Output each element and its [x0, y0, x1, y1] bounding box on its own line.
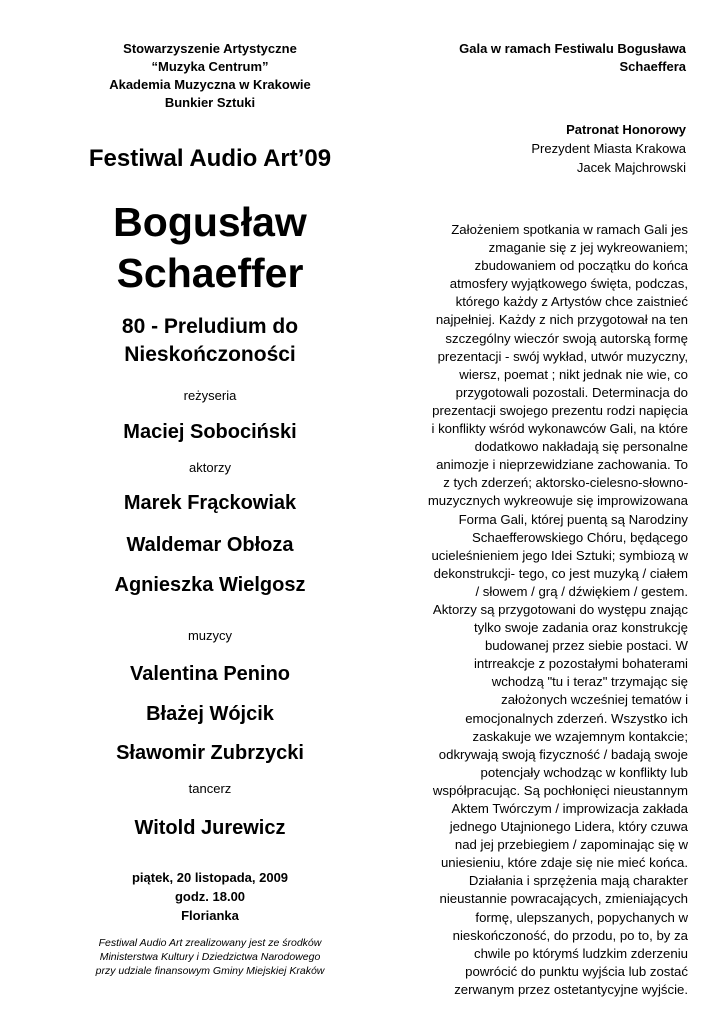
work-title-line: Nieskończoności [124, 343, 296, 366]
description-line: odkrywają swoją fizyczność / badają swoje [438, 746, 688, 762]
organizer-line: Stowarzyszenie Artystyczne [123, 41, 297, 56]
gala-line: Schaeffera [619, 59, 686, 74]
description-line: wchodzą "tu i teraz" trzymając się [491, 674, 688, 690]
description-line: Forma Gali, której puentą są Narodziny [458, 511, 688, 527]
description-line: zmaganie się z jej wykreowaniem; [488, 240, 688, 256]
description-line: zerwanym przez ostetantycyjne wyjście. [454, 981, 688, 997]
musician-name: Błażej Wójcik [146, 703, 274, 725]
direction-label: reżyseria [183, 388, 237, 403]
description-line: atmosfery wyjątkowego święta, podczas, [449, 276, 688, 292]
description-line: założonych wcześniej tematów i [501, 692, 688, 708]
gala-heading [386, 40, 686, 76]
description-line: wiersz, poemat ; nikt jednak nie wie, co [459, 366, 688, 382]
description-line: nad jej przebiegiem / zapominając się w [454, 837, 688, 853]
event-details [30, 868, 390, 925]
description-line: chwile po którymś ludzkim zderzeniu [473, 945, 688, 961]
composer-name [30, 197, 390, 299]
description-line: potencjały wchodząc w konflikty lub [480, 764, 688, 780]
description-line: najpełniej. Każdy z nich przygotował na ten [435, 312, 688, 328]
patron-line: Prezydent Miasta Krakowa [531, 141, 686, 156]
description-line: z tych zderzeń; aktorsko-cielesno-słowno- [443, 475, 688, 491]
description-line: prezentacji swojego prezentu rodzi napięcia [432, 402, 688, 418]
event-date: piątek, 20 listopada, 2009 [131, 870, 289, 885]
description-line: budowanej przez siebie postaci. W [484, 638, 688, 654]
description-line: uniesieniu, które zdaje się nie mieć końca. [440, 855, 688, 871]
sponsor-line: przy udziale finansowym Gminy Miejskiej Kraków [95, 965, 325, 977]
description-line: emocjonalnych zderzeń. Wszystko ich [465, 710, 688, 726]
description-line: przygotowali pozostali. Determinacja do [455, 384, 688, 400]
description-line: formę, ulepszanych, popychanych w [475, 909, 688, 925]
description-line: Aktorzy są przygotowani do występu znając [432, 601, 688, 617]
patron-line: Jacek Majchrowski [576, 160, 686, 175]
organizer-line: “Muzyka Centrum” [151, 59, 269, 74]
musician-name: Valentina Penino [129, 663, 291, 685]
description-line: / słowem / grą / dźwiękiem / gestem. [475, 583, 688, 599]
description-line: i konflikty wśród wykonawców Gali, na które [431, 421, 688, 437]
description-line: dekonstrukcji- tego, co jest muzyką / ciałem [433, 565, 688, 581]
director-name: Maciej Sobociński [123, 421, 297, 443]
actor-name: Waldemar Obłoza [126, 534, 294, 556]
description-line: intrreakcje z pozostałymi bohaterami [473, 656, 688, 672]
dancer-label: tancerz [188, 781, 232, 796]
description-line: szczególny wieczór swoją autorską formę [445, 330, 688, 346]
description-line: Aktem Twórczym / improwizacja zakłada [451, 801, 688, 816]
sponsor-line: Festiwal Audio Art zrealizowany jest ze środków [98, 937, 322, 949]
sponsor-line: Ministerstwa Kultury i Dziedzictwa Narodowego [99, 951, 321, 963]
actors-label: aktorzy [189, 460, 231, 475]
organizers-block [30, 40, 390, 112]
description-line: ucieleśnieniem jego Idei Sztuki; symbiozą w [431, 547, 688, 563]
honorary-patronage [386, 120, 686, 177]
description-line: Założeniem spotkania w ramach Gali jes [451, 222, 688, 237]
festival-title: Festiwal Audio Art’09 [88, 145, 332, 172]
description-line: nieskończoność, do przodu, po to, by za [452, 927, 688, 943]
gala-line: Gala w ramach Festiwalu Bogusława [459, 41, 686, 56]
patron-heading: Patronat Honorowy [566, 122, 686, 137]
description-line: zbudowaniem od początku do końca [474, 258, 688, 274]
sponsor-note [30, 936, 390, 978]
musician-name: Sławomir Zubrzycki [116, 742, 304, 764]
description-line: powrócić do punktu wyjścia lub zostać [465, 963, 688, 979]
work-title-line: 80 - Preludium do [121, 315, 299, 338]
composer-first-name: Bogusław [113, 199, 307, 245]
description-line: jednego Utajnionego Lidera, który czuwa [449, 819, 688, 835]
description-line: nieustannie powracających, zmieniających [439, 891, 688, 907]
description-line: tylko swoje zadania oraz konstrukcję [473, 620, 688, 636]
event-venue: Florianka [181, 908, 239, 923]
description-line: Schaefferowskiego Chóru, będącego [471, 529, 688, 545]
description-line: muzycznych wykreowuje się improwizowana [427, 493, 688, 509]
description-line: prezentacji - swój wykład, utwór muzyczny, [437, 348, 688, 364]
musicians-label: muzycy [187, 628, 233, 643]
organizer-line: Bunkier Sztuki [164, 95, 256, 110]
work-title [30, 313, 390, 369]
organizer-line: Akademia Muzyczna w Krakowie [109, 77, 311, 92]
description-line: Działania i sprzężenia mają charakter [468, 873, 688, 889]
description-line: animozje i nieprzewidziane zachowania. To [436, 457, 688, 473]
description-line: dodatkowo nakładają się personalne [474, 439, 688, 455]
event-time: godz. 18.00 [174, 889, 246, 904]
description-text [396, 221, 688, 999]
composer-last-name: Schaeffer [116, 250, 304, 296]
description-line: którego każdy z Artystów chce zaistnieć [455, 294, 688, 310]
actor-name: Agnieszka Wielgosz [114, 574, 306, 596]
dancer-name: Witold Jurewicz [134, 817, 286, 839]
description-line: współpracując. Są pochłonięci nieustannym [432, 782, 688, 798]
actor-name: Marek Frąckowiak [123, 492, 297, 514]
description-line: zaskakuje we wzajemnym kontakcie; [472, 728, 688, 744]
